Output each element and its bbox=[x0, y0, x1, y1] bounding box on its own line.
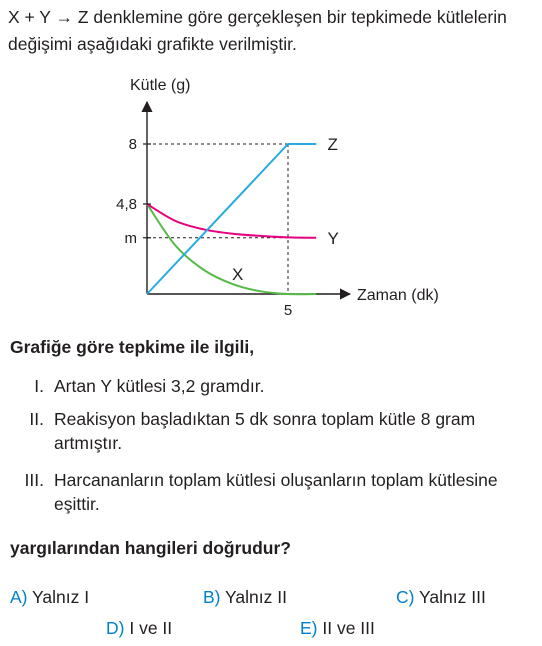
mass-time-graph bbox=[0, 68, 542, 328]
option-e[interactable] bbox=[300, 618, 375, 639]
option-d[interactable] bbox=[106, 618, 172, 639]
statement-text: Artan Y kütlesi 3,2 gramdır. bbox=[54, 376, 265, 396]
x-axis-label: Zaman (dk) bbox=[357, 287, 439, 304]
statement-number: II. bbox=[29, 409, 44, 429]
option-letter: E) bbox=[300, 618, 318, 638]
question-intro: X + Y → Z denklemine göre gerçekleşen bir tepkimede kütlelerin değişimi aşağıdaki grafikte verilmiştir. bbox=[8, 7, 507, 54]
statement-lead: Grafiğe göre tepkime ile ilgili, bbox=[10, 337, 255, 357]
statement-text: Reakisyon başladıktan 5 dk sonra toplam kütle 8 gram artmıştır. bbox=[54, 409, 476, 453]
option-a[interactable] bbox=[10, 587, 89, 608]
statement-number: I. bbox=[34, 376, 44, 396]
series-label-z: Z bbox=[327, 135, 338, 154]
y-tick-label: m bbox=[124, 229, 137, 247]
question-prompt: yargılarından hangileri doğrudur? bbox=[10, 538, 291, 558]
statement-number: III. bbox=[24, 470, 44, 490]
option-c[interactable] bbox=[396, 587, 486, 608]
option-letter: C) bbox=[396, 587, 415, 607]
option-letter: D) bbox=[106, 618, 125, 638]
option-text: I ve II bbox=[129, 618, 173, 638]
x-tick-label: 5 bbox=[283, 302, 293, 319]
option-letter: A) bbox=[10, 587, 28, 607]
option-text: Yalnız II bbox=[225, 587, 287, 607]
y-axis-label: Kütle (g) bbox=[130, 77, 191, 94]
option-text: Yalnız III bbox=[419, 587, 486, 607]
option-b[interactable] bbox=[203, 587, 287, 608]
y-tick-label: 4,8 bbox=[116, 196, 137, 213]
statement-text: Harcananların toplam kütlesi oluşanların toplam kütlesine eşittir. bbox=[54, 470, 498, 514]
series-label-y: Y bbox=[327, 228, 339, 248]
y-tick-label: 8 bbox=[128, 136, 137, 153]
option-text: Yalnız I bbox=[32, 587, 90, 607]
option-letter: B) bbox=[203, 587, 221, 607]
curve-label-x: X bbox=[232, 265, 244, 284]
series-y-line bbox=[147, 204, 316, 238]
option-text: II ve III bbox=[322, 618, 375, 638]
